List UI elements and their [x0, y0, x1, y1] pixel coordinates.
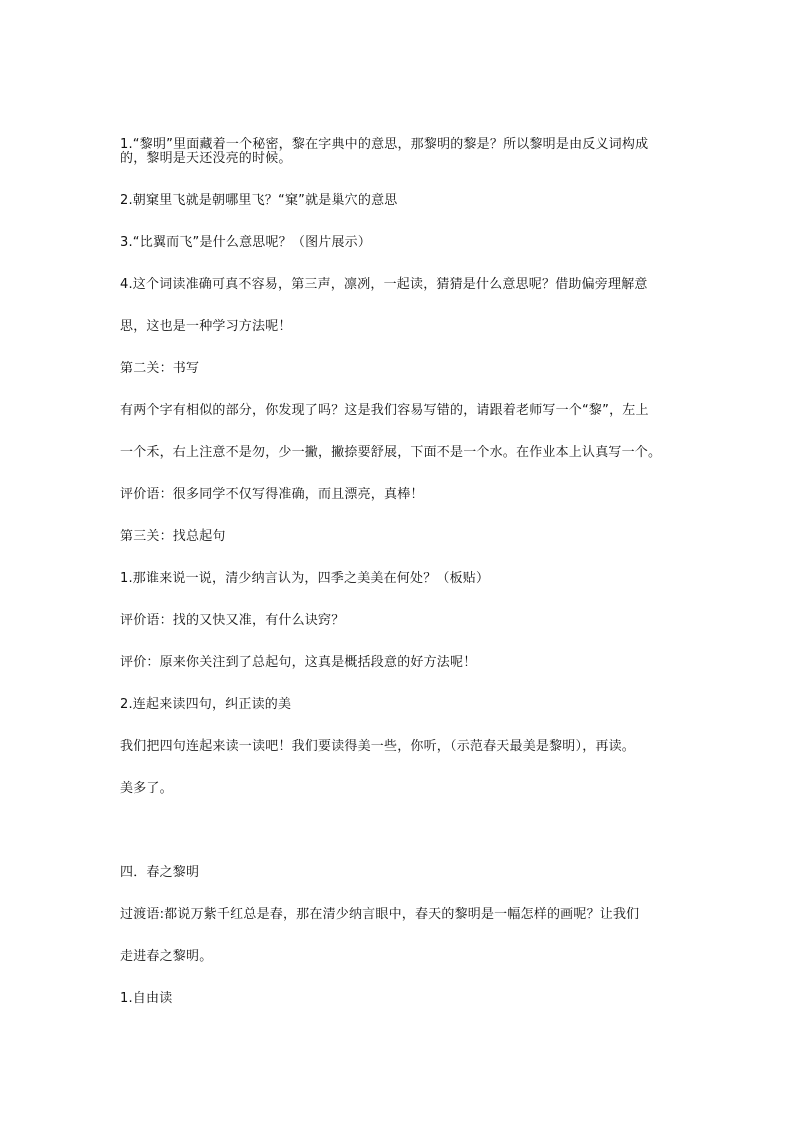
text-line: 思，这也是一种学习方法呢！: [120, 319, 292, 334]
text-line: 评价语：很多同学不仅写得准确，而且漂亮，真棒！: [120, 487, 424, 502]
text-line: 美多了。: [120, 781, 173, 796]
text-line: 的，黎明是天还没亮的时候。: [120, 151, 292, 166]
text-line: 2.朝窠里飞就是朝哪里飞？“窠”就是巢穴的意思: [120, 193, 398, 208]
text-line: 1.“黎明”里面藏着一个秘密，黎在字典中的意思，那黎明的黎是？所以黎明是由反义词构成: [120, 137, 649, 152]
text-line: 2.连起来读四句，纠正读的美: [120, 697, 292, 712]
text-line: 评价：原来你关注到了总起句，这真是概括段意的好方法呢！: [120, 655, 477, 670]
text-line: 评价语：找的又快又准，有什么诀窍？: [120, 613, 345, 628]
section-heading: 第二关：书写: [120, 361, 200, 376]
text-line: 一个禾，右上注意不是勿，少一撇，撇捺要舒展，下面不是一个水。在作业本上认真写一个。: [120, 445, 662, 460]
text-line: 我们把四句连起来读一读吧！我们要读得美一些，你听，（示范春天最美是黎明），再读。: [120, 739, 636, 754]
text-line: 4.这个词读准确可真不容易，第三声，凛冽，一起读，猜猜是什么意思呢？借助偏旁理解意: [120, 277, 648, 292]
text-line: 走进春之黎明。: [120, 949, 213, 964]
text-line: 有两个字有相似的部分，你发现了吗？这是我们容易写错的，请跟着老师写一个“黎”，左上: [120, 403, 649, 418]
section-heading: 四．春之黎明: [120, 865, 200, 880]
text-line: 过渡语:都说万紫千红总是春，那在清少纳言眼中，春天的黎明是一幅怎样的画呢？让我们: [120, 907, 640, 922]
text-line: 1.自由读: [120, 991, 173, 1006]
section-heading: 第三关：找总起句: [120, 529, 226, 544]
text-line: 1.那谁来说一说，清少纳言认为，四季之美美在何处？（板贴）: [120, 571, 490, 586]
text-line: 3.“比翼而飞”是什么意思呢？（图片展示）: [120, 235, 372, 250]
